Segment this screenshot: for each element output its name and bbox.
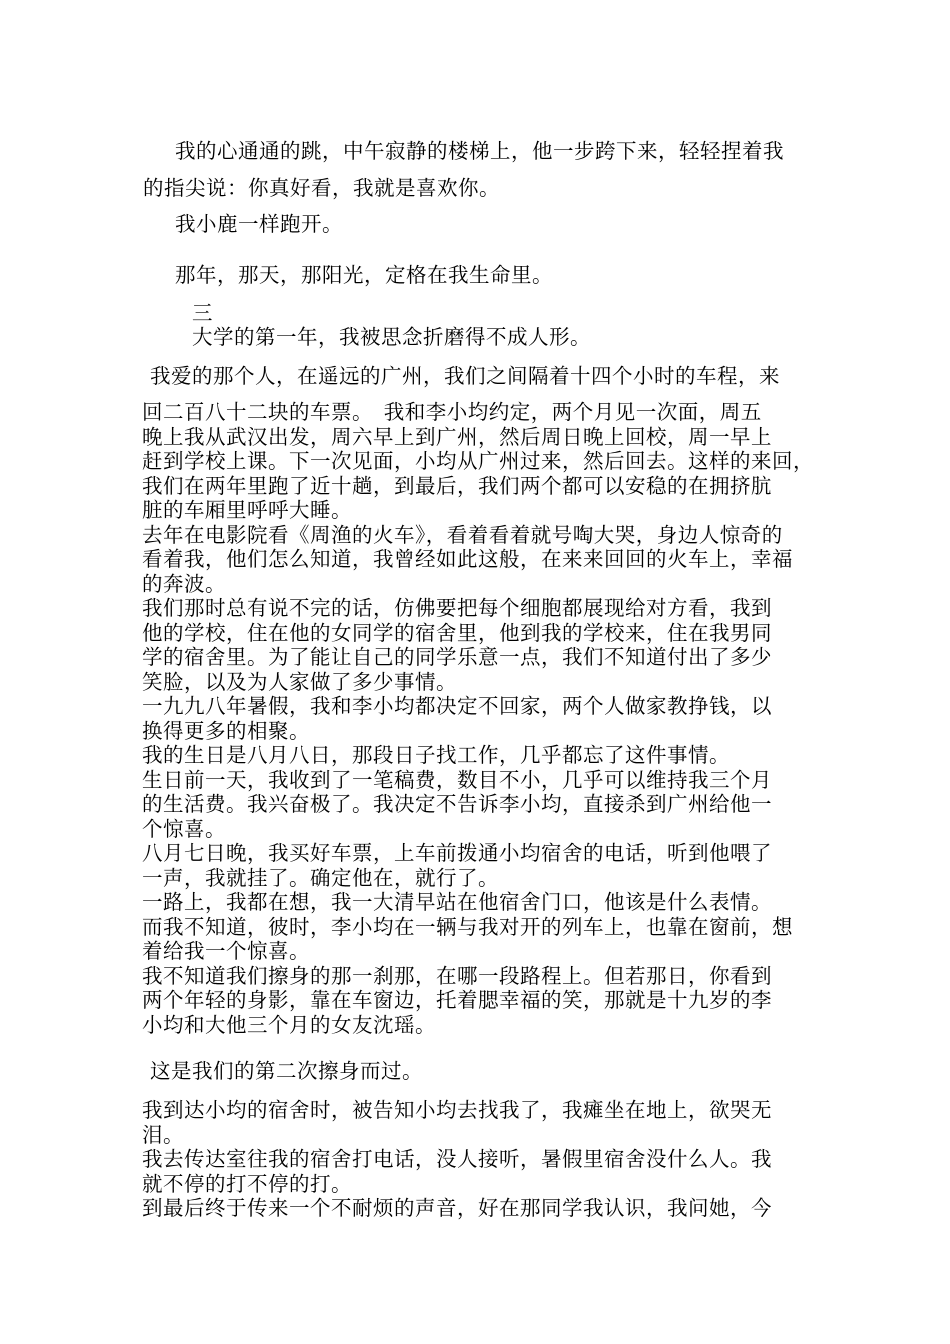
text-line: 我的生日是八月八日，那段日子找工作，几乎都忘了这件事情。 — [142, 743, 730, 767]
text-line: 着给我一个惊喜。 — [142, 939, 310, 963]
paragraph-6 — [142, 400, 814, 1037]
text-line: 我到达小均的宿舍时，被告知小均去找我了，我瘫坐在地上，欲哭无 — [142, 1098, 772, 1122]
text-line: 我去传达室往我的宿舍打电话，没人接听，暑假里宿舍没什么人。我 — [142, 1147, 772, 1171]
text-line: 赶到学校上课。下一次见面，小均从广州过来，然后回去。这样的来回， — [142, 449, 814, 473]
text-line: 一路上，我都在想，我一大清早站在他宿舍门口，他该是什么表情。 — [142, 890, 772, 914]
text-line: 换得更多的相聚。 — [142, 718, 310, 743]
text-line: 我们那时总有说不完的话，仿佛要把每个细胞都展现给对方看，我到 — [142, 596, 772, 620]
text-line: 的指尖说：你真好看，我就是喜欢你。 — [143, 176, 500, 200]
text-line: 回二百八十二块的车票。 我和李小均约定，两个月见一次面，周五 — [142, 400, 762, 424]
text-line: 那年，那天，那阳光，定格在我生命里。 — [175, 263, 553, 287]
text-line: 两个年轻的身影，靠在车窗边，托着腮幸福的笑，那就是十九岁的李 — [142, 988, 772, 1012]
text-line: 而我不知道，彼时，李小均在一辆与我对开的列车上，也靠在窗前，想 — [142, 914, 793, 939]
text-line: 个惊喜。 — [142, 816, 226, 841]
text-line: 脏的车厢里呼呼大睡。 — [142, 498, 352, 522]
paragraph-4 — [192, 321, 591, 353]
text-line: 我的心通通的跳，中午寂静的楼梯上，他一步跨下来，轻轻捏着我 — [175, 139, 784, 163]
paragraph-7 — [150, 1055, 423, 1087]
paragraph-2 — [175, 208, 343, 240]
paragraph-5 — [150, 360, 780, 392]
text-line: 看着我，他们怎么知道，我曾经如此这般，在来来回回的火车上，幸福 — [142, 547, 793, 571]
text-line: 一声，我就挂了。确定他在，就行了。 — [142, 865, 499, 890]
text-line: 晚上我从武汉出发，周六早上到广州，然后周日晚上回校，周一早上 — [142, 424, 772, 449]
paragraph-3 — [175, 259, 553, 291]
text-line: 我不知道我们擦身的那一刹那，在哪一段路程上。但若那日，你看到 — [142, 963, 772, 988]
text-line: 学的宿舍里。为了能让自己的同学乐意一点，我们不知道付出了多少 — [142, 645, 772, 669]
text-line: 我爱的那个人，在遥远的广州，我们之间隔着十四个小时的车程，来 — [150, 364, 780, 388]
text-line: 去年在电影院看《周渔的火车》，看着看着就号啕大哭，身边人惊奇的 — [142, 522, 783, 547]
text-line: 我们在两年里跑了近十趟，到最后，我们两个都可以安稳的在拥挤肮 — [142, 473, 772, 498]
text-line: 一九九八年暑假，我和李小均都决定不回家，两个人做家教挣钱，以 — [142, 694, 772, 718]
text-line: 就不停的打不停的打。 — [142, 1171, 352, 1196]
text-line: 笑脸，以及为人家做了多少事情。 — [142, 669, 457, 694]
text-line: 泪。 — [142, 1122, 184, 1147]
text-line: 他的学校，住在他的女同学的宿舍里，他到我的学校来，住在我男同 — [142, 620, 772, 645]
paragraph-8 — [142, 1098, 772, 1221]
text-line: 的生活费。我兴奋极了。我决定不告诉李小均，直接杀到广州给他一 — [142, 792, 772, 816]
text-line: 小均和大他三个月的女友沈瑶。 — [142, 1012, 436, 1037]
text-line: 到最后终于传来一个不耐烦的声音，好在那同学我认识，我问她，今 — [142, 1196, 772, 1220]
text-line: 这是我们的第二次擦身而过。 — [150, 1059, 423, 1083]
text-line: 八月七日晚，我买好车票，上车前拨通小均宿舍的电话，听到他喂了 — [142, 841, 772, 865]
heading-text: 三 — [192, 301, 213, 325]
text-line: 我小鹿一样跑开。 — [175, 212, 343, 236]
text-line: 大学的第一年，我被思念折磨得不成人形。 — [192, 325, 591, 349]
text-line: 的奔波。 — [142, 571, 226, 596]
paragraph-1 — [143, 133, 784, 207]
text-line: 生日前一天，我收到了一笔稿费，数目不小，几乎可以维持我三个月 — [142, 767, 772, 792]
